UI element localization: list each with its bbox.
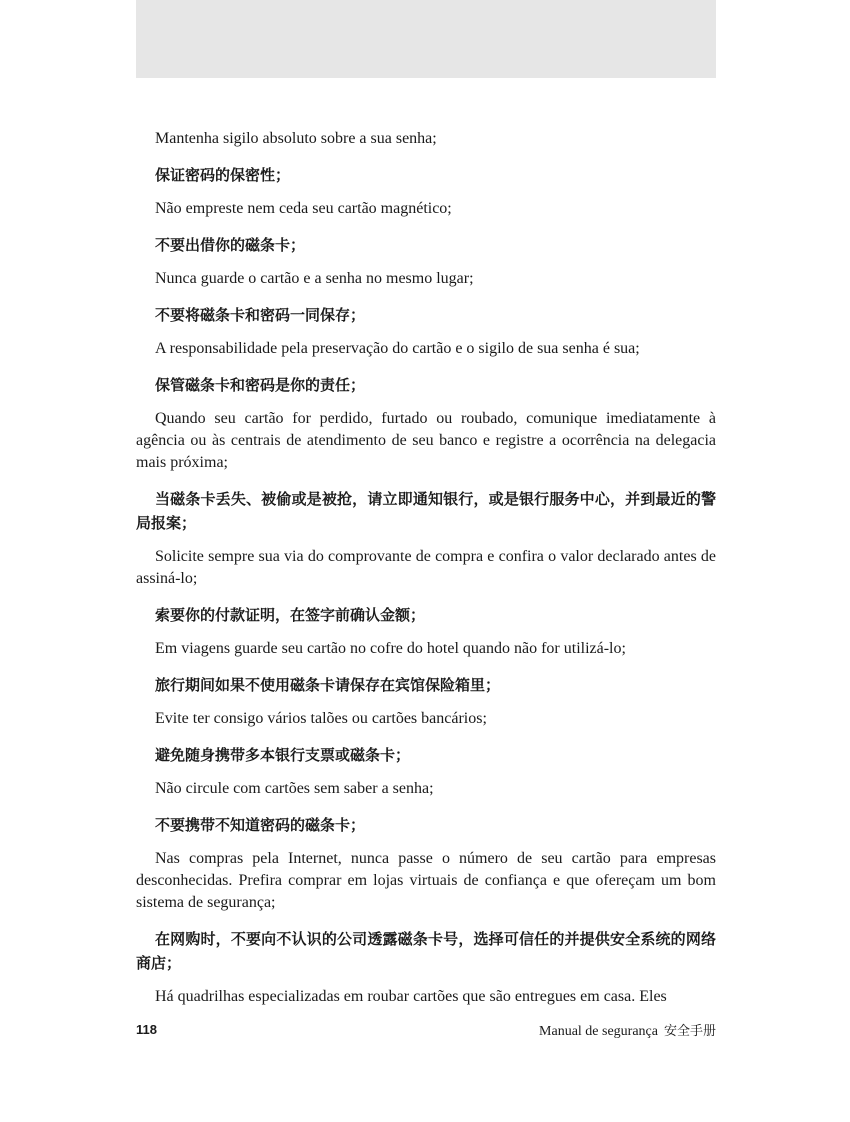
running-title-zh: 安全手册: [663, 1024, 716, 1039]
paragraph-zh: 保管磁条卡和密码是你的责任；: [155, 376, 366, 394]
paragraph-zh: 不要将磁条卡和密码一同保存；: [155, 306, 366, 324]
paragraph-pt: Não circule com cartões sem saber a senha;: [155, 780, 434, 797]
paragraph-zh: 当磁条卡丢失、被偷或是被抢，请立即通知银行，或是银行服务中心，并到最近的警局报案；: [136, 490, 716, 532]
paragraph-pt: Em viagens guarde seu cartão no cofre do hotel quando não for utilizá-lo;: [155, 640, 626, 657]
paragraph-zh: 不要携带不知道密码的磁条卡；: [155, 816, 366, 834]
page-number: 118: [136, 1022, 157, 1037]
paragraph-pt: Não empreste nem ceda seu cartão magnético;: [155, 200, 452, 217]
paragraph-zh: 保证密码的保密性；: [155, 166, 291, 184]
paragraph-zh: 旅行期间如果不使用磁条卡请保存在宾馆保险箱里；: [155, 676, 501, 694]
page-footer: [136, 1018, 716, 1042]
paragraph-pt: Solicite sempre sua via do comprovante de compra e confira o valor declarado antes de assiná-lo;: [136, 548, 716, 587]
paragraph-zh: 在网购时，不要向不认识的公司透露磁条卡号，选择可信任的并提供安全系统的网络商店；: [136, 930, 716, 972]
paragraph-pt: Nunca guarde o cartão e a senha no mesmo lugar;: [155, 270, 474, 287]
running-title: [539, 1020, 716, 1040]
paragraph-pt: Quando seu cartão for perdido, furtado ou roubado, comunique imediatamente à agência ou às centrais de atendimento de seu banco e registre a ocorrência na delegacia mais próxima;: [136, 410, 716, 471]
paragraph-pt: Há quadrilhas especializadas em roubar cartões que são entregues em casa. Eles: [155, 988, 667, 1005]
paragraph-pt: Nas compras pela Internet, nunca passe o número de seu cartão para empresas desconhecidas. Prefira comprar em lojas virtuais de confiança e que ofereçam um bom sistema de segurança;: [136, 850, 716, 911]
running-title-pt: Manual de segurança: [539, 1024, 658, 1039]
paragraph-zh: 不要出借你的磁条卡；: [155, 236, 306, 254]
paragraph-pt: Evite ter consigo vários talões ou cartões bancários;: [155, 710, 487, 727]
paragraph-pt: Mantenha sigilo absoluto sobre a sua senha;: [155, 130, 437, 147]
paragraph-zh: 避免随身携带多本银行支票或磁条卡；: [155, 746, 411, 764]
paragraph-zh: 索要你的付款证明，在签字前确认金额；: [155, 606, 426, 624]
page-body: [136, 128, 716, 1021]
paragraph-pt: A responsabilidade pela preservação do cartão e o sigilo de sua senha é sua;: [155, 340, 640, 357]
header-band: [136, 0, 716, 78]
